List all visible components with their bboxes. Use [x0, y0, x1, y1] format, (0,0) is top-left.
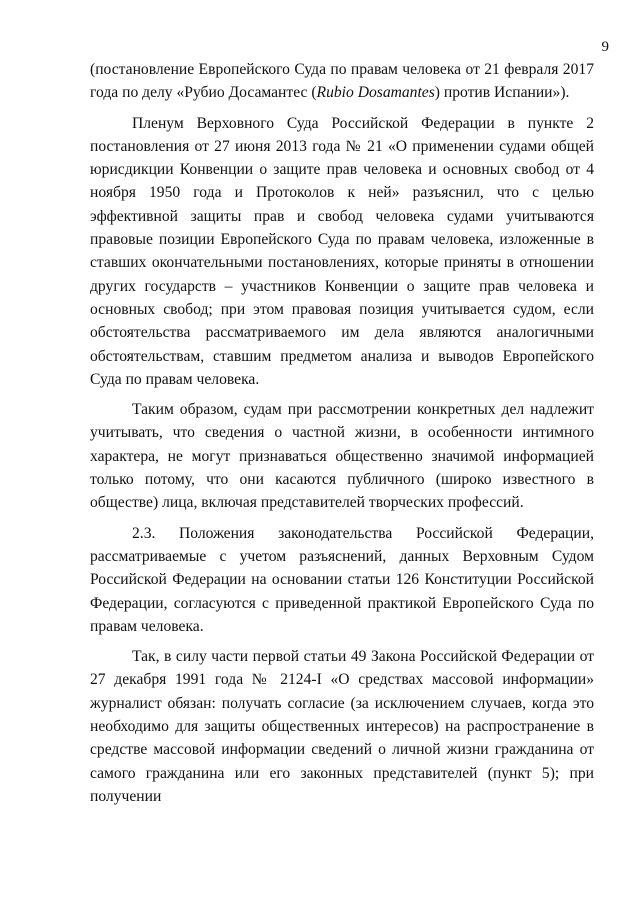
case-name-latin: Rubio Dosamantes	[316, 84, 435, 102]
paragraph-section-2-3: 2.3. Положения законодательства Российской Федерации, рассматриваемые с учетом разъяснений, данных Верховным Судом Российской Федерации на основании статьи 126 Конституции Российской Федерации, согласуются с приведенной практикой Европейского Суда по правам человека.	[90, 524, 594, 635]
paragraph-plenum: Пленум Верховного Суда Российской Федерации в пункте 2 постановления от 27 июня 2013 года № 21 «О применении судами общей юрисдикции Конвенции о защите прав человека и основных свобод от 4 ноября 1950 года и Протоколов к ней» разъяснил, что с целью эффективной защиты прав и свобод человека судами учитываются правовые позиции Европейского Суда по правам человека, изложенные в ставших окончательными постановлениях, которые приняты в отношении других государств – участников Конвенции о защите прав человека и основных свобод; при этом правовая позиция учитывается судом, если обстоятельства рассматриваемого им дела являются аналогичными обстоятельствам, ставшим предметом анализа и выводов Европейского Суда по правам человека.	[90, 114, 594, 388]
citation-text-end: ) против Испании»).	[434, 84, 570, 102]
paragraph-conclusion: Таким образом, судам при рассмотрении конкретных дел надлежит учитывать, что сведения о частной жизни, в особенности интимного характера, не могут признаваться общественно значимой информацией только потому, что они касаются публичного (широко известного в обществе) лица, включая представителей творческих профессий.	[90, 401, 594, 512]
paragraph-ruling-citation	[90, 58, 594, 105]
citation-text-start: (постановление Европейского Суда по правам человека от 21 февраля 2017 года по делу «Рубио Досамантес (	[90, 61, 594, 102]
page-number: 9	[601, 39, 609, 55]
document-body	[90, 58, 594, 808]
paragraph-mass-media-law: Так, в силу части первой статьи 49 Закона Российской Федерации от 27 декабря 1991 года № 2124-I «О средствах массовой информации» журналист обязан: получать согласие (за исключением случаев, когда это необходимо для защиты общественных интересов) на распространение в средстве массовой информации сведений о личной жизни гражданина от самого гражданина или его законных представителей (пункт 5); при получении	[90, 648, 594, 805]
